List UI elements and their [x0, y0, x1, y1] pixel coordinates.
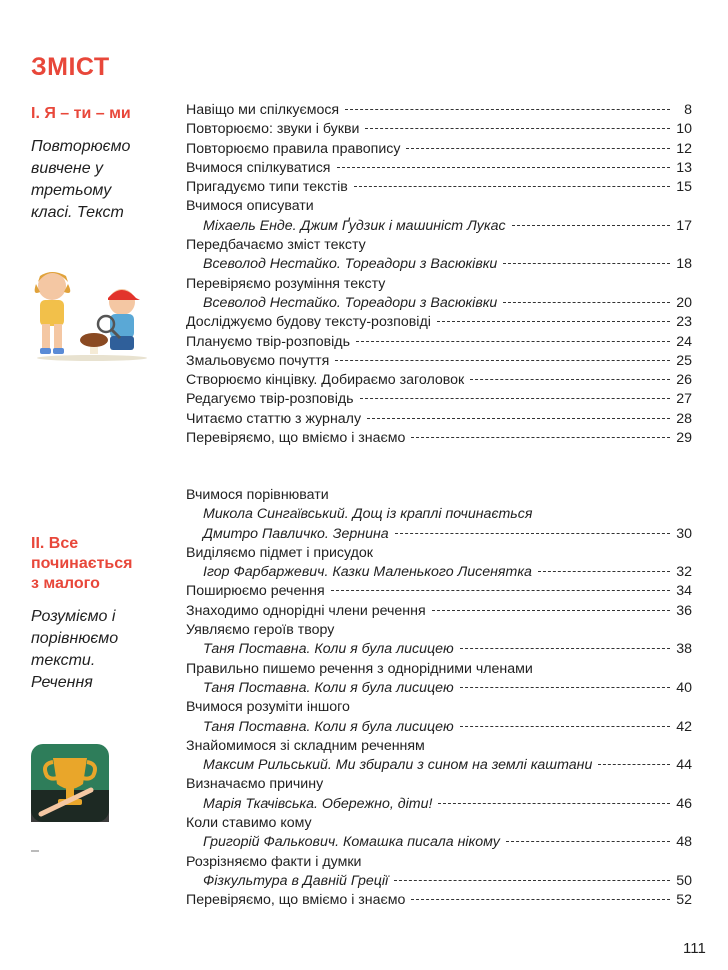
section-1-heading	[31, 104, 171, 224]
toc-section-2	[186, 486, 692, 911]
leader-dashes	[411, 431, 670, 438]
leader-dashes	[506, 835, 670, 842]
toc-entry[interactable]	[186, 390, 692, 409]
toc-entry-title: Знаходимо однорідні члени речення	[186, 602, 426, 619]
toc-topic-title: Розрізняємо факти і думки	[186, 853, 362, 870]
toc-entry[interactable]	[186, 159, 692, 178]
leader-dashes	[503, 257, 670, 264]
toc-entry-page: 10	[676, 121, 692, 138]
toc-entry-page: 36	[676, 602, 692, 619]
toc-entry[interactable]	[186, 872, 692, 891]
toc-entry[interactable]	[186, 120, 692, 139]
toc-entry-page: 42	[676, 718, 692, 735]
toc-entry-title: Читаємо статтю з журналу	[186, 410, 362, 427]
toc-entry-title: Григорій Фалькович. Комашка писала нікому	[203, 834, 500, 851]
toc-entry-page: 44	[676, 757, 692, 774]
toc-entry-page: 8	[684, 102, 692, 118]
toc-entry-title: Плануємо твір-розповідь	[186, 333, 350, 350]
toc-entry-page: 50	[676, 872, 692, 889]
toc-entry[interactable]	[186, 429, 692, 448]
toc-entry-title: Таня Поставна. Коли я була лисицею	[203, 718, 454, 735]
leader-dashes	[411, 893, 670, 900]
toc-entry[interactable]	[186, 294, 692, 313]
toc-topic-title: Микола Сингаївський. Дощ із краплі починається	[203, 506, 533, 523]
page-title: ЗМІСТ	[31, 53, 110, 81]
toc-entry[interactable]	[186, 178, 692, 197]
section-2-title: ІІ. Все починається з малого	[31, 535, 133, 592]
toc-entry[interactable]	[186, 352, 692, 371]
toc-entry[interactable]	[186, 410, 692, 429]
leader-dashes	[460, 642, 670, 649]
leader-dashes	[354, 180, 670, 187]
toc-topic	[186, 660, 692, 679]
section-2-subtitle: Розуміємо і порівнюємо тексти. Речення	[31, 608, 119, 691]
leader-dashes	[512, 219, 670, 226]
toc-topic	[186, 775, 692, 794]
toc-entry-title: Перевіряємо, що вміємо і знаємо	[186, 430, 406, 447]
toc-entry-title: Таня Поставна. Коли я була лисицею	[203, 641, 454, 658]
leader-dashes	[437, 315, 670, 322]
toc-entry[interactable]	[186, 217, 692, 236]
divider-mark	[31, 850, 39, 852]
toc-topic-title: Визначаємо причину	[186, 776, 324, 793]
toc-entry-title: Максим Рильський. Ми збирали з сином на землі каштани	[203, 757, 593, 774]
leader-dashes	[503, 296, 670, 303]
leader-dashes	[395, 527, 670, 534]
toc-entry[interactable]	[186, 891, 692, 910]
toc-topic-title: Перевіряємо розуміння тексту	[186, 275, 386, 292]
toc-topic-title: Знайомимося зі складним реченням	[186, 737, 425, 754]
leader-dashes	[538, 565, 670, 572]
toc-entry-page: 52	[676, 892, 692, 909]
toc-entry[interactable]	[186, 525, 692, 544]
toc-entry-title: Всеволод Нестайко. Тореадори з Васюківки	[203, 256, 498, 273]
section-2-heading	[31, 534, 171, 694]
children-illustration	[22, 262, 150, 362]
toc-entry-page: 15	[676, 179, 692, 196]
toc-entry-title: Міхаель Енде. Джим Ґудзик і машиніст Лукас	[203, 217, 506, 234]
leader-dashes	[367, 412, 670, 419]
toc-entry[interactable]	[186, 640, 692, 659]
toc-entry-title: Марія Ткачівська. Обережно, діти!	[203, 795, 433, 812]
leader-dashes	[470, 373, 670, 380]
leader-dashes	[356, 335, 670, 342]
leader-dashes	[365, 122, 670, 129]
toc-entry[interactable]	[186, 582, 692, 601]
toc-topic	[186, 698, 692, 717]
toc-entry[interactable]	[186, 140, 692, 159]
leader-dashes	[337, 161, 671, 168]
toc-entry-title: Дмитро Павличко. Зернина	[203, 525, 389, 542]
toc-entry-title: Створюємо кінцівку. Добираємо заголовок	[186, 372, 465, 389]
leader-dashes	[406, 142, 670, 149]
toc-entry-page: 34	[676, 583, 692, 600]
toc-entry-page: 30	[676, 525, 692, 542]
toc-entry-title: Повторюємо правила правопису	[186, 140, 401, 157]
toc-entry-page: 40	[676, 679, 692, 696]
toc-entry[interactable]	[186, 679, 692, 698]
toc-entry[interactable]	[186, 602, 692, 621]
toc-entry-title: Навіщо ми спілкуємося	[186, 102, 340, 118]
toc-entry-page: 17	[676, 217, 692, 234]
toc-entry[interactable]	[186, 371, 692, 390]
toc-entry-title: Таня Поставна. Коли я була лисицею	[203, 679, 454, 696]
toc-entry[interactable]	[186, 333, 692, 352]
toc-entry-title: Досліджуємо будову тексту-розповіді	[186, 314, 431, 331]
toc-topic	[186, 505, 692, 524]
toc-entry-page: 46	[676, 795, 692, 812]
toc-entry-page: 24	[676, 333, 692, 350]
leader-dashes	[598, 758, 670, 765]
toc-topic-title: Вчимося описувати	[186, 198, 314, 215]
toc-topic-title: Правильно пишемо речення з однорідними членами	[186, 660, 533, 677]
toc-topic	[186, 197, 692, 216]
toc-entry-page: 26	[676, 372, 692, 389]
toc-entry-page: 27	[676, 391, 692, 408]
toc-entry-title: Перевіряємо, що вміємо і знаємо	[186, 892, 406, 909]
toc-entry[interactable]	[186, 833, 692, 852]
leader-dashes	[331, 584, 670, 591]
trophy-icon	[31, 744, 109, 822]
toc-entry[interactable]	[186, 795, 692, 814]
toc-entry-page: 13	[676, 159, 692, 176]
toc-topic-title: Передбачаємо зміст тексту	[186, 237, 366, 254]
leader-dashes	[438, 797, 670, 804]
toc-entry-title: Редагуємо твір-розповідь	[186, 391, 354, 408]
toc-entry[interactable]	[186, 101, 692, 120]
toc-entry[interactable]	[186, 718, 692, 737]
toc-entry-title: Ігор Фарбаржевич. Казки Маленького Лисенятка	[203, 564, 532, 581]
toc-entry-page: 25	[676, 352, 692, 369]
toc-entry[interactable]	[186, 563, 692, 582]
toc-entry-title: Змальовуємо почуття	[186, 352, 330, 369]
toc-topic-title: Виділяємо підмет і присудок	[186, 544, 374, 561]
toc-entry-page: 18	[676, 256, 692, 273]
leader-dashes	[345, 103, 670, 110]
toc-entry-title: Поширюємо речення	[186, 583, 325, 600]
page-number: 111	[683, 940, 706, 957]
toc-topic	[186, 544, 692, 563]
leader-dashes	[460, 720, 670, 727]
toc-section-1	[186, 101, 692, 448]
toc-entry-page: 20	[676, 294, 692, 311]
toc-topic-title: Вчимося розуміти іншого	[186, 699, 350, 716]
toc-entry-title: Вчимося спілкуватися	[186, 159, 331, 176]
section-1-title: І. Я – ти – ми	[31, 105, 131, 122]
toc-topic	[186, 275, 692, 294]
leader-dashes	[432, 604, 670, 611]
toc-entry-title: Фізкультура в Давній Греції	[203, 872, 389, 889]
toc-topic	[186, 814, 692, 833]
toc-entry-page: 38	[676, 641, 692, 658]
toc-entry-page: 48	[676, 834, 692, 851]
toc-topic-title: Коли ставимо кому	[186, 815, 312, 832]
toc-topic	[186, 853, 692, 872]
toc-entry-title: Всеволод Нестайко. Тореадори з Васюківки	[203, 294, 498, 311]
toc-entry-page: 29	[676, 430, 692, 447]
toc-topic	[186, 737, 692, 756]
leader-dashes	[360, 392, 670, 399]
toc-entry[interactable]	[186, 255, 692, 274]
toc-topic	[186, 236, 692, 255]
leader-dashes	[394, 874, 670, 881]
toc-entry-title: Повторюємо: звуки і букви	[186, 121, 360, 138]
leader-dashes	[335, 354, 670, 361]
leader-dashes	[460, 681, 670, 688]
toc-entry-page: 32	[676, 564, 692, 581]
toc-entry-title: Пригадуємо типи текстів	[186, 179, 348, 196]
toc-topic-title: Вчимося порівнювати	[186, 487, 329, 503]
toc-topic-title: Уявляємо героїв твору	[186, 622, 335, 639]
toc-entry-page: 12	[676, 140, 692, 157]
toc-entry-page: 28	[676, 410, 692, 427]
toc-topic	[186, 486, 692, 505]
toc-entry[interactable]	[186, 313, 692, 332]
toc-topic	[186, 621, 692, 640]
section-1-subtitle: Повторюємо вивчене у третьому класі. Текст	[31, 138, 131, 221]
toc-entry[interactable]	[186, 756, 692, 775]
toc-entry-page: 23	[676, 314, 692, 331]
